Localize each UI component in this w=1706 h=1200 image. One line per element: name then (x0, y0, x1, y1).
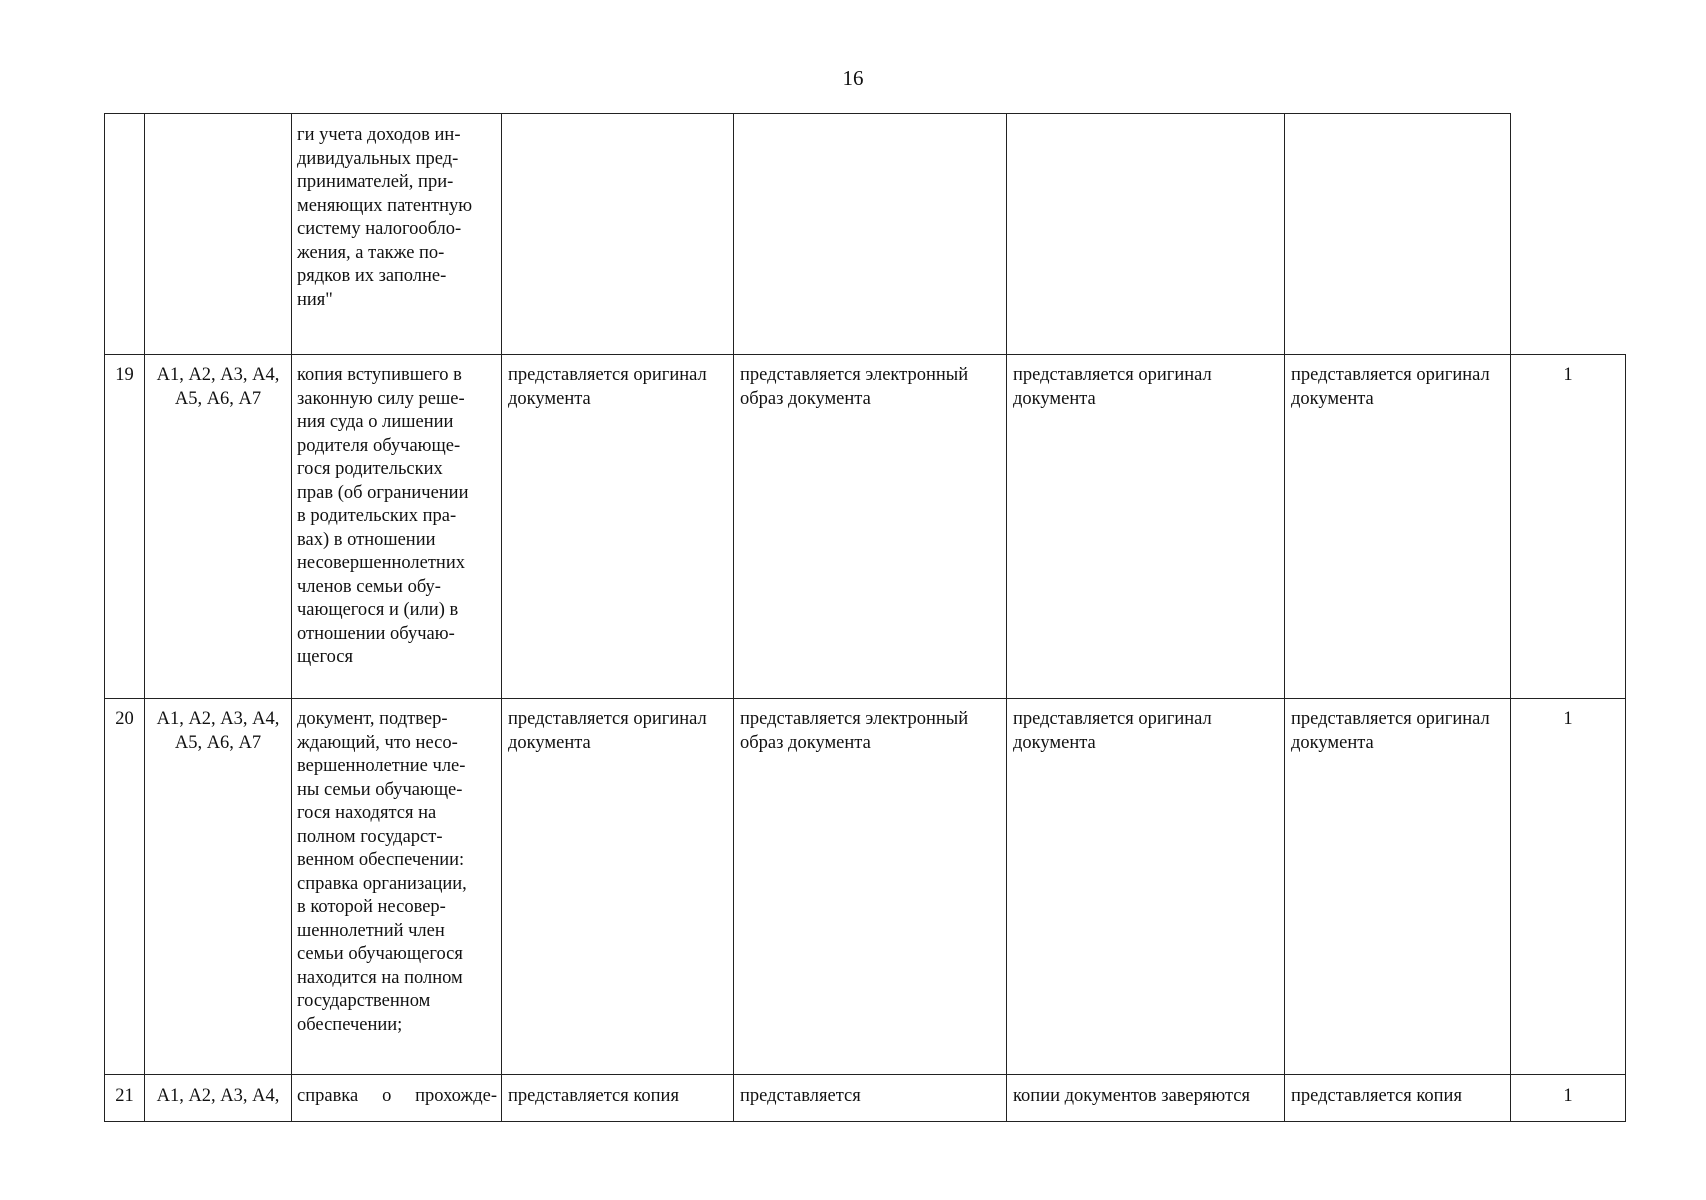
count-cell: 1 (1511, 355, 1626, 699)
col4-cell: представляется копия (502, 1075, 734, 1122)
page-number: 16 (842, 66, 864, 90)
table-row (105, 355, 1626, 699)
documents-table (104, 113, 1626, 1122)
table-row (105, 699, 1626, 1075)
applicants-cell: А1, А2, А3, А4, А5, А6, А7 (145, 699, 292, 1075)
table-row (105, 114, 1626, 355)
document-name-cell: справка о прохожде- (292, 1075, 502, 1122)
col6-cell: представляется оригинал документа (1007, 699, 1285, 1075)
applicants-cell (145, 114, 292, 355)
count-cell: 1 (1511, 699, 1626, 1075)
col7-cell: представляется оригинал документа (1285, 355, 1511, 699)
col7-cell (1285, 114, 1511, 355)
table-row (105, 1075, 1626, 1122)
col4-cell: представляется оригинал документа (502, 699, 734, 1075)
document-name-cell: ги учета доходов ин- дивидуальных пред- принимателей, при- меняющих патентную систему налогообло- жения, а также по- рядков их заполне- ния" (292, 114, 502, 355)
col4-cell (502, 114, 734, 355)
col4-cell: представляется оригинал документа (502, 355, 734, 699)
document-name-cell: копия вступившего в законную силу реше- ния суда о лишении родителя обучающе- гося родительских прав (об ограничении в родительских пра- вах) в отношении несовершеннолетних членов семьи обу- чающегося и (или) в отношении обучаю- щегося (292, 355, 502, 699)
count-cell: 1 (1511, 1075, 1626, 1122)
col5-cell: представляется электронный образ документа (734, 699, 1007, 1075)
applicants-cell: А1, А2, А3, А4, (145, 1075, 292, 1122)
col5-cell: представляется электронный образ документа (734, 355, 1007, 699)
col7-cell: представляется оригинал документа (1285, 699, 1511, 1075)
col6-cell: представляется оригинал документа (1007, 355, 1285, 699)
applicants-cell: А1, А2, А3, А4, А5, А6, А7 (145, 355, 292, 699)
col6-cell (1007, 114, 1285, 355)
col5-cell: представляется (734, 1075, 1007, 1122)
row-number-cell: 19 (105, 355, 145, 699)
row-number-cell (105, 114, 145, 355)
row-number-cell: 21 (105, 1075, 145, 1122)
document-name-cell: документ, подтвер- ждающий, что несо- вершеннолетние чле- ны семьи обучающе- гося находятся на полном государст- венном обеспечении: справка организации, в которой несовер- шеннолетний член семьи обучающегося находится на полном государственном обеспечении; (292, 699, 502, 1075)
row-number-cell: 20 (105, 699, 145, 1075)
col7-cell: представляется копия (1285, 1075, 1511, 1122)
col6-cell: копии документов заверяются (1007, 1075, 1285, 1122)
count-cell (1511, 114, 1626, 355)
col5-cell (734, 114, 1007, 355)
